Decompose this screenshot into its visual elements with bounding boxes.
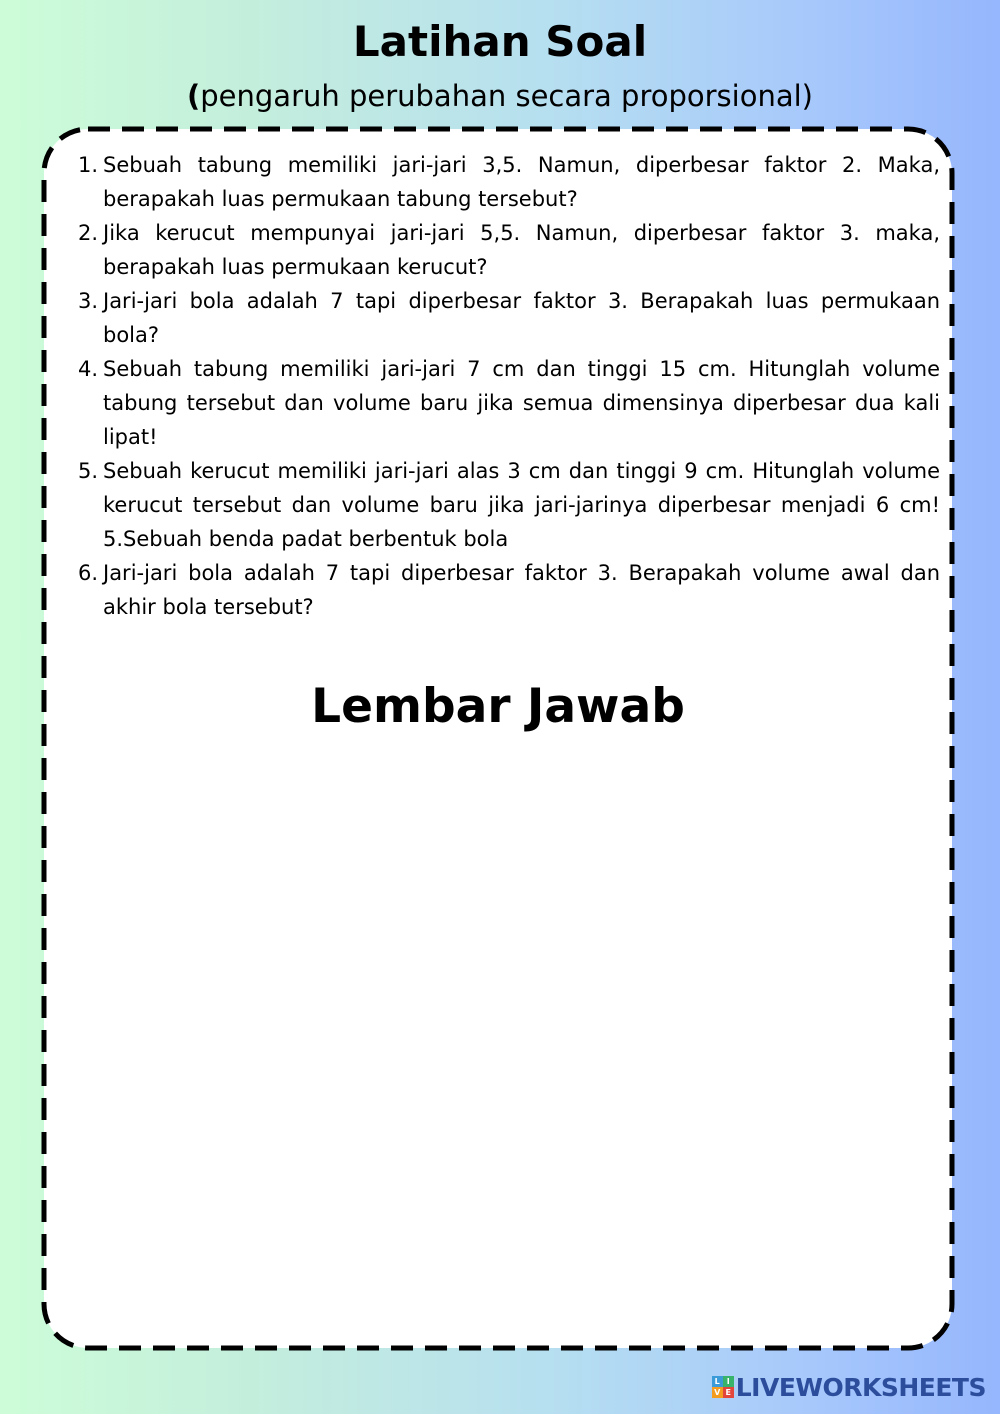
logo-text: LIVEWORKSHEETS	[735, 1372, 986, 1402]
question-number: 5.	[78, 459, 99, 483]
logo-mark-letter: I	[723, 1376, 734, 1387]
logo-mark-letter: V	[712, 1387, 723, 1398]
question-item	[78, 216, 940, 284]
question-item	[78, 352, 940, 454]
question-item	[78, 556, 940, 624]
question-text: Jari-jari bola adalah 7 tapi diperbesar faktor 3. Berapakah volume awal dan akhir bola tersebut?	[103, 561, 940, 619]
question-number: 2.	[78, 221, 99, 245]
question-number: 6.	[78, 561, 99, 585]
question-number: 4.	[78, 357, 99, 381]
question-text: Jika kerucut mempunyai jari-jari 5,5. Namun, diperbesar faktor 3. maka, berapakah luas permukaan kerucut?	[103, 221, 940, 279]
question-list	[78, 148, 940, 624]
logo-mark-letter: L	[712, 1376, 723, 1387]
question-text: Sebuah tabung memiliki jari-jari 7 cm dan tinggi 15 cm. Hitunglah volume tabung tersebut dan volume baru jika semua dimensinya diperbesar dua kali lipat!	[103, 357, 940, 449]
question-number: 3.	[78, 289, 99, 313]
question-text: Sebuah kerucut memiliki jari-jari alas 3 cm dan tinggi 9 cm. Hitunglah volume kerucut tersebut dan volume baru jika jari-jarinya diperbesar menjadi 6 cm! 5.Sebuah benda padat berbentuk bola	[103, 459, 940, 551]
question-item	[78, 148, 940, 216]
page-subtitle	[0, 74, 1000, 118]
liveworksheets-logo-icon	[712, 1376, 734, 1398]
question-number: 1.	[78, 153, 99, 177]
page-title: Latihan Soal	[352, 17, 648, 66]
subtitle-text: pengaruh perubahan secara proporsional)	[200, 79, 813, 113]
question-text: Jari-jari bola adalah 7 tapi diperbesar faktor 3. Berapakah luas permukaan bola?	[103, 289, 940, 347]
question-item	[78, 284, 940, 352]
question-item	[78, 454, 940, 556]
subtitle-open-paren: (	[187, 79, 201, 113]
liveworksheets-logo[interactable]	[712, 1370, 986, 1404]
question-text: Sebuah tabung memiliki jari-jari 3,5. Namun, diperbesar faktor 2. Maka, berapakah luas permukaan tabung tersebut?	[103, 153, 940, 211]
answer-sheet-title: Lembar Jawab	[311, 679, 685, 734]
logo-mark-letter: E	[723, 1387, 734, 1398]
